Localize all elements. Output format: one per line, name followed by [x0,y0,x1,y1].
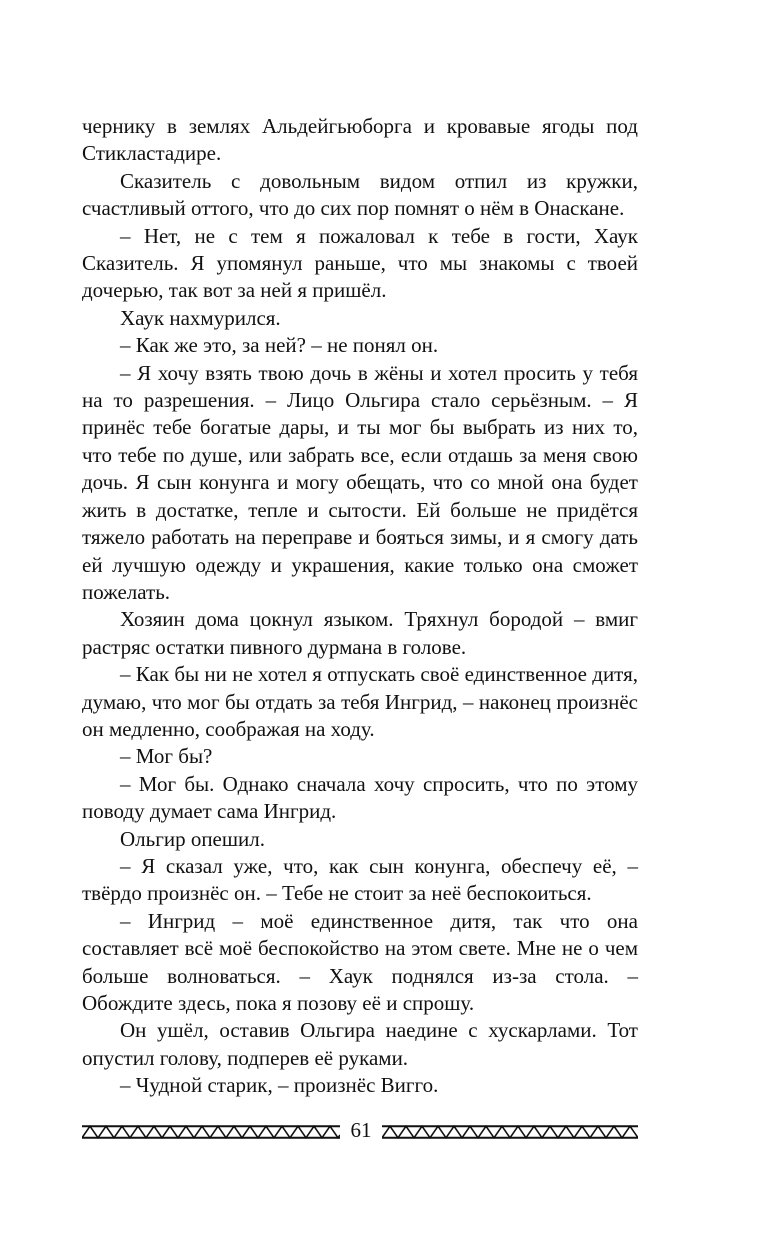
paragraph-11: Ольгир опешил. [120,826,266,851]
paragraph-10: – Мог бы. Однако сначала хочу спросить, что по этому поводу думает сама Ингрид. [82,771,638,824]
page-footer [82,1115,638,1145]
paragraph-8: – Как бы ни не хотел я отпускать своё единственное дитя, думаю, что мог бы отдать за тебя Ингрид, – наконец произнёс он медленно, соображая на ходу. [82,662,638,741]
paragraph-1: чернику в землях Альдейгьюборга и кровавые ягоды под Стикластадире. [82,114,638,166]
paragraph-4: Хаук нахмурился. [120,305,281,330]
paragraph-12: – Я сказал уже, что, как сын конунга, обеспечу её, – твёрдо произнёс он. – Тебе не стоит за неё беспокоиться. [82,853,638,906]
paragraph-6: – Я хочу взять твою дочь в жёны и хотел просить у тебя на то разрешения. – Лицо Ольгира стало серьёзным. – Я принёс тебе богатые дары, и ты мог бы выбрать из них то, что тебе по душе, или забрать все, если отдашь за меня свою дочь. Я сын конунга и могу обещать, что со мной она будет жить в достатке, тепле и сытости. Ей больше не придётся тяжело работать на переправе и бояться зимы, и я смогу дать ей лучшую одежду и украшения, какие только она сможет пожелать. [82,360,638,604]
paragraph-2: Сказитель с довольным видом отпил из кружки, счастливый оттого, что до сих пор помнят о нём в Онаскане. [82,168,638,221]
paragraph-9: – Мог бы? [120,744,213,769]
paragraph-3: – Нет, не с тем я пожаловал к тебе в гости, Хаук Сказитель. Я упомянул раньше, что мы знакомы с твоей дочерью, так вот за ней я пришёл. [82,223,638,303]
page-number: 61 [350,1118,372,1142]
paragraph-5: – Как же это, за ней? – не понял он. [120,333,439,358]
paragraph-13: – Ингрид – моё единственное дитя, так что она составляет всё моё беспокойство на этом свете. Мне не о чем больше волноваться. – Хаук поднялся из-за стола. – Обождите здесь, пока я позову её и спрошу. [82,908,638,1015]
paragraph-15: – Чудной старик, – произнёс Вигго. [120,1073,439,1098]
body-text [82,113,638,1100]
zigzag-border-ornament-left-icon [82,1125,340,1139]
paragraph-14: Он ушёл, оставив Ольгира наедине с хускарлами. Тот опустил голову, подперев её руками. [82,1018,638,1070]
zigzag-border-ornament-right-icon [382,1125,638,1139]
paragraph-7: Хозяин дома цокнул языком. Тряхнул бородой – вмиг растряс остатки пивного дурмана в голове. [82,607,638,659]
